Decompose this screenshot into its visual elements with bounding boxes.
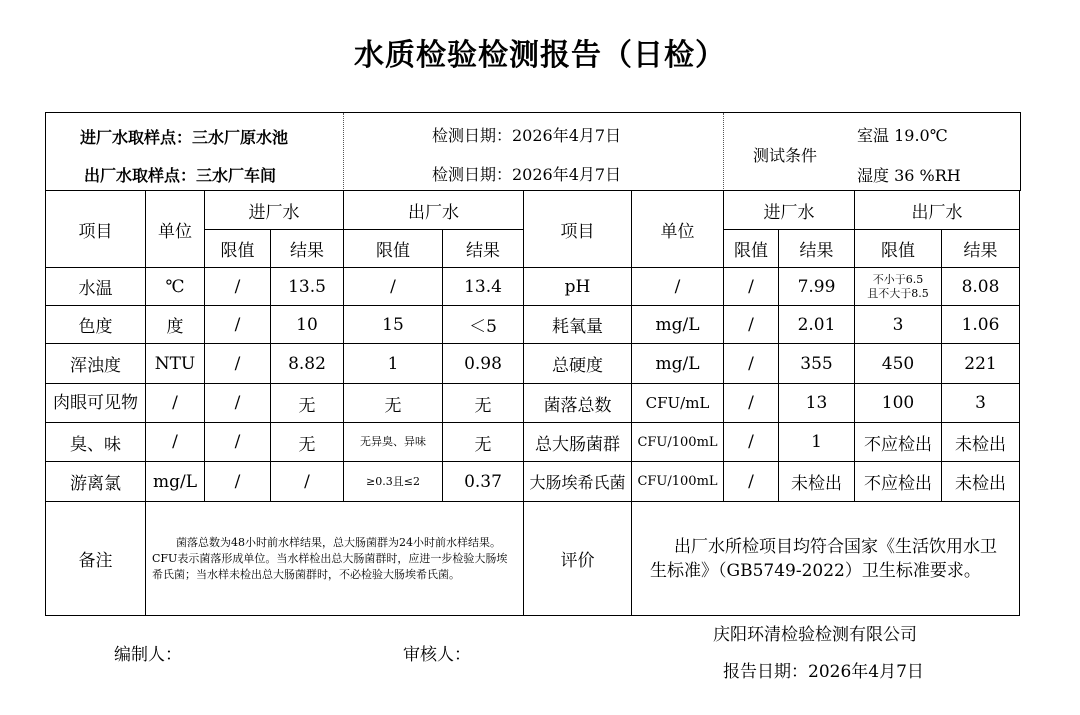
value-cell: 无异臭、异味 <box>344 423 443 462</box>
value-cell: 0.37 <box>443 462 524 502</box>
report-title: 水质检验检测报告（日检） <box>354 38 726 73</box>
table-row <box>46 423 1020 462</box>
value-cell: 450 <box>855 344 942 384</box>
col-result: 结果 <box>942 230 1020 268</box>
value-cell: 不应检出 <box>855 423 942 462</box>
value-cell: ≥0.3且≤2 <box>344 462 443 502</box>
unit-cell: / <box>632 268 724 306</box>
item-cell: 臭、味 <box>46 423 146 462</box>
value-cell: 7.99 <box>779 268 855 306</box>
item-cell: 总硬度 <box>524 344 632 384</box>
col-result: 结果 <box>271 230 344 268</box>
value-cell: 0.98 <box>443 344 524 384</box>
header-block <box>45 112 1021 191</box>
value-cell: 13 <box>779 384 855 423</box>
table-row <box>46 384 1020 423</box>
unit-cell: mg/L <box>632 344 724 384</box>
col-unit: 单位 <box>146 191 205 268</box>
table-row <box>46 268 1020 306</box>
results-table <box>45 190 1020 616</box>
col-outlet-water: 出厂水 <box>344 191 524 230</box>
outlet-test-date: 检测日期：2026年4月7日 <box>432 165 622 184</box>
remarks-row <box>46 502 1020 616</box>
item-cell: 菌落总数 <box>524 384 632 423</box>
value-cell: 1 <box>344 344 443 384</box>
table-row <box>46 344 1020 384</box>
unit-cell: / <box>146 384 205 423</box>
item-cell: 总大肠菌群 <box>524 423 632 462</box>
value-cell: 无 <box>443 423 524 462</box>
item-cell: 色度 <box>46 306 146 344</box>
remarks-text: 菌落总数为48小时前水样结果，总大肠菌群为24小时前水样结果。CFU表示菌落形成单位。当水样检出总大肠菌群时，应进一步检验大肠埃希氏菌；当水样未检出总大肠菌群时，不必检验大肠埃希氏菌。 <box>146 502 524 616</box>
unit-cell: NTU <box>146 344 205 384</box>
value-cell: 未检出 <box>942 423 1020 462</box>
evaluation-text: 出厂水所检项目均符合国家《生活饮用水卫生标准》（GB5749-2022）卫生标准要求。 <box>632 502 1020 616</box>
report-date: 报告日期：2026年4月7日 <box>723 662 924 682</box>
unit-cell: CFU/mL <box>632 384 724 423</box>
value-cell: 3 <box>942 384 1020 423</box>
item-cell: pH <box>524 268 632 306</box>
col-outlet-water: 出厂水 <box>855 191 1020 230</box>
value-cell <box>855 268 942 306</box>
value-cell: 8.08 <box>942 268 1020 306</box>
header-divider <box>723 113 724 191</box>
col-result: 结果 <box>779 230 855 268</box>
col-unit: 单位 <box>632 191 724 268</box>
value-cell: 15 <box>344 306 443 344</box>
unit-cell: mg/L <box>146 462 205 502</box>
col-limit: 限值 <box>344 230 443 268</box>
value-cell: / <box>344 268 443 306</box>
value-cell: 13.4 <box>443 268 524 306</box>
value-cell: 100 <box>855 384 942 423</box>
col-result: 结果 <box>443 230 524 268</box>
value-cell: / <box>205 344 271 384</box>
col-item: 项目 <box>46 191 146 268</box>
value-cell: 不应检出 <box>855 462 942 502</box>
inlet-test-date: 检测日期：2026年4月7日 <box>432 126 622 145</box>
col-limit: 限值 <box>855 230 942 268</box>
unit-cell: mg/L <box>632 306 724 344</box>
col-item: 项目 <box>524 191 632 268</box>
value-cell: 221 <box>942 344 1020 384</box>
value-cell: 无 <box>443 384 524 423</box>
table-row <box>46 462 1020 502</box>
col-inlet-water: 进厂水 <box>724 191 855 230</box>
value-cell: 1 <box>779 423 855 462</box>
value-cell: 10 <box>271 306 344 344</box>
value-cell: / <box>205 462 271 502</box>
col-limit: 限值 <box>205 230 271 268</box>
item-cell: 浑浊度 <box>46 344 146 384</box>
reviewed-by: 审核人： <box>403 645 471 665</box>
unit-cell: 度 <box>146 306 205 344</box>
company-name: 庆阳环清检验检测有限公司 <box>713 625 917 645</box>
value-cell: 无 <box>271 423 344 462</box>
remarks-label: 备注 <box>46 502 146 616</box>
value-cell: 无 <box>344 384 443 423</box>
compiled-by: 编制人： <box>114 645 182 665</box>
outlet-sample-point: 出厂水取样点：三水厂车间 <box>84 166 277 185</box>
evaluation-label: 评价 <box>524 502 632 616</box>
value-cell: 8.82 <box>271 344 344 384</box>
value-cell: / <box>724 423 779 462</box>
value-cell: / <box>205 306 271 344</box>
value-cell: / <box>724 344 779 384</box>
table-row <box>46 306 1020 344</box>
value-cell: 1.06 <box>942 306 1020 344</box>
header-divider <box>343 113 344 191</box>
ph-limit-line: 不小于6.5 <box>872 272 924 286</box>
value-cell: / <box>724 268 779 306</box>
item-cell: 耗氧量 <box>524 306 632 344</box>
value-cell: / <box>205 423 271 462</box>
col-inlet-water: 进厂水 <box>205 191 344 230</box>
value-cell: / <box>724 306 779 344</box>
unit-cell: CFU/100mL <box>632 423 724 462</box>
inlet-sample-point: 进厂水取样点：三水厂原水池 <box>80 128 289 147</box>
value-cell: / <box>724 384 779 423</box>
value-cell: / <box>271 462 344 502</box>
unit-cell: / <box>146 423 205 462</box>
value-cell: 3 <box>855 306 942 344</box>
unit-cell: CFU/100mL <box>632 462 724 502</box>
value-cell: / <box>724 462 779 502</box>
value-cell: 未检出 <box>942 462 1020 502</box>
ph-limit-line: 且不大于8.5 <box>867 286 929 300</box>
value-cell: / <box>205 268 271 306</box>
value-cell: 355 <box>779 344 855 384</box>
value-cell: 2.01 <box>779 306 855 344</box>
item-cell: 水温 <box>46 268 146 306</box>
value-cell: 未检出 <box>779 462 855 502</box>
value-cell: 13.5 <box>271 268 344 306</box>
value-cell: / <box>205 384 271 423</box>
value-cell: 无 <box>271 384 344 423</box>
humidity: 湿度 36 %RH <box>857 166 961 185</box>
unit-cell: ℃ <box>146 268 205 306</box>
item-cell: 肉眼可见物 <box>46 384 146 423</box>
test-conditions-label: 测试条件 <box>753 146 818 165</box>
item-cell: 大肠埃希氏菌 <box>524 462 632 502</box>
room-temperature: 室温 19.0℃ <box>857 126 948 145</box>
col-limit: 限值 <box>724 230 779 268</box>
item-cell: 游离氯 <box>46 462 146 502</box>
table-header-row <box>46 191 1020 230</box>
value-cell: ＜5 <box>443 306 524 344</box>
